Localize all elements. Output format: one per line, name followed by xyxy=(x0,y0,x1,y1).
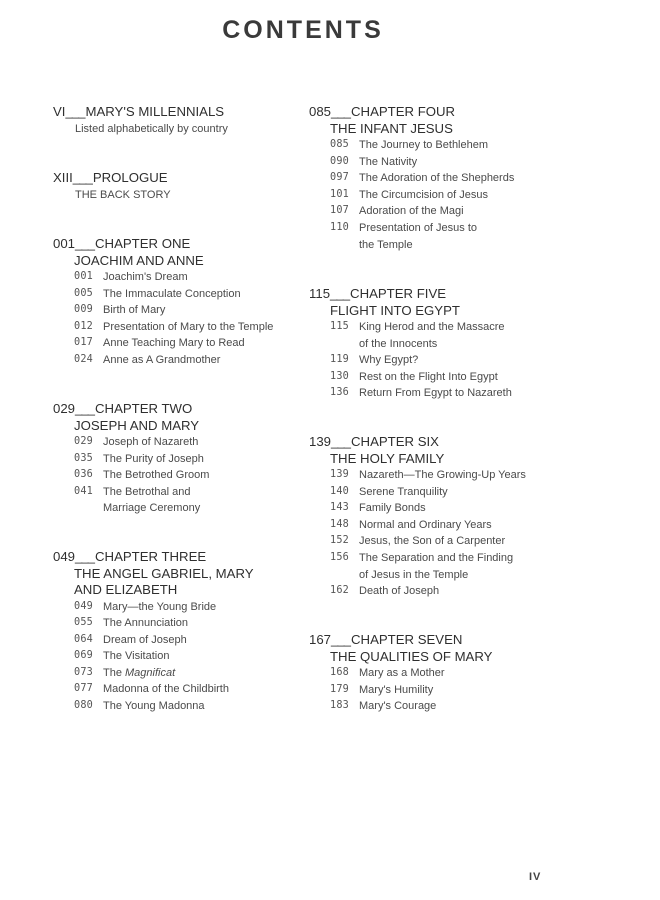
entry-title xyxy=(103,302,293,319)
section-title: CHAPTER FIVE xyxy=(350,286,447,301)
entry-title-text: Anne Teaching Mary to Read xyxy=(103,337,245,350)
section-number: VI ___ xyxy=(53,104,85,119)
toc-section xyxy=(53,401,293,517)
entry-title xyxy=(359,550,559,583)
entry-page-number: 029 xyxy=(74,436,94,447)
entry-title-text: Serene Tranquility xyxy=(359,485,448,498)
entry-title xyxy=(103,434,293,451)
toc-entry[interactable] xyxy=(330,467,559,484)
toc-entry[interactable] xyxy=(330,698,559,715)
entry-page-number: 012 xyxy=(74,320,94,332)
entry-list xyxy=(53,434,293,517)
section-heading xyxy=(309,286,559,303)
entry-title xyxy=(103,599,293,616)
entry-page-number: 119 xyxy=(330,354,350,366)
entry-title xyxy=(103,665,293,682)
entry-page-number: 140 xyxy=(330,485,350,497)
entry-title xyxy=(103,648,293,665)
section-number: 049 ___ xyxy=(53,549,95,564)
entry-title xyxy=(103,615,293,632)
section-title: CHAPTER FOUR xyxy=(351,104,456,119)
entry-title-text: Jesus, the Son of a Carpenter xyxy=(359,535,506,548)
chapter-subtitle: JOSEPH AND MARY xyxy=(74,417,200,433)
toc-entry[interactable] xyxy=(330,170,559,187)
section-number: 115 ___ xyxy=(309,286,350,301)
section-number: 139 ___ xyxy=(309,434,351,449)
entry-title xyxy=(103,698,293,715)
entry-page-number: 097 xyxy=(330,172,350,184)
entry-page-number: 024 xyxy=(74,353,94,365)
toc-entry[interactable] xyxy=(74,484,293,517)
entry-list xyxy=(309,319,559,402)
entry-title-text: Nazareth—The Growing-Up Years xyxy=(359,469,526,481)
section-title: CHAPTER THREE xyxy=(95,549,207,564)
entry-title-italic: Magnificat xyxy=(125,666,176,679)
section-note: Listed alphabetically by country xyxy=(75,122,228,135)
toc-entry[interactable] xyxy=(74,698,293,715)
entry-page-number: 009 xyxy=(74,304,94,316)
entry-title xyxy=(103,681,293,698)
entry-page-number: 110 xyxy=(330,221,350,233)
entry-page-number: 041 xyxy=(74,485,94,497)
section-number: 001 ___ xyxy=(53,236,95,251)
entry-page-number: 085 xyxy=(330,139,350,150)
toc-entry[interactable] xyxy=(74,665,293,682)
entry-page-number: 005 xyxy=(74,287,94,299)
entry-title xyxy=(103,269,293,286)
entry-list xyxy=(309,467,559,600)
section-title: PROLOGUE xyxy=(92,170,168,185)
entry-title xyxy=(103,286,293,303)
section-heading xyxy=(53,236,293,253)
entry-title xyxy=(359,319,559,352)
entry-list xyxy=(53,269,293,369)
entry-page-number: 073 xyxy=(74,666,94,678)
toc-entry[interactable] xyxy=(74,599,293,616)
entry-title-text: Joseph of Nazareth xyxy=(103,436,199,448)
toc-entry[interactable] xyxy=(330,187,559,204)
toc-entry[interactable] xyxy=(74,615,293,632)
entry-page-number: 156 xyxy=(330,551,350,563)
section-number: XIII ___ xyxy=(53,170,93,185)
toc-section xyxy=(53,104,293,137)
entry-title-text: Mary as a Mother xyxy=(359,667,445,679)
toc-entry[interactable] xyxy=(330,385,559,402)
entry-page-number: 001 xyxy=(74,271,94,282)
section-note: THE BACK STORY xyxy=(75,188,171,201)
toc-entry[interactable] xyxy=(74,286,293,303)
entry-title xyxy=(359,517,559,534)
entry-title-text: The Immaculate Conception xyxy=(103,287,241,300)
toc-section xyxy=(53,549,293,715)
toc-entry[interactable] xyxy=(74,467,293,484)
entry-title xyxy=(359,187,559,204)
entry-title-text: Return From Egypt to Nazareth xyxy=(359,387,512,400)
entry-title xyxy=(103,451,293,468)
entry-title xyxy=(359,467,559,484)
toc-entry[interactable] xyxy=(74,319,293,336)
toc-entry[interactable] xyxy=(74,352,293,369)
entry-title xyxy=(103,467,293,484)
entry-title xyxy=(359,385,559,402)
entry-page-number: 069 xyxy=(74,650,94,662)
entry-title-text: Presentation of Jesus to xyxy=(359,221,478,234)
entry-title-text: Mary's Courage xyxy=(359,700,437,713)
entry-page-number: 152 xyxy=(330,535,350,547)
toc-entry[interactable] xyxy=(74,434,293,451)
section-number: 029 ___ xyxy=(53,401,95,416)
toc-entry[interactable] xyxy=(330,352,559,369)
toc-section xyxy=(309,434,559,600)
entry-title-text: Dream of Joseph xyxy=(103,633,187,646)
entry-title xyxy=(359,682,559,699)
entry-page-number: 143 xyxy=(330,502,350,514)
toc-entry[interactable] xyxy=(330,550,559,583)
toc-entry[interactable] xyxy=(330,500,559,517)
entry-title-text: The Annunciation xyxy=(103,617,189,630)
entry-title-text: Family Bonds xyxy=(359,502,426,515)
entry-page-number: 115 xyxy=(330,321,350,332)
entry-page-number: 049 xyxy=(74,600,94,612)
section-title: CHAPTER ONE xyxy=(95,236,191,251)
entry-page-number: 107 xyxy=(330,205,350,217)
section-number: 085 ___ xyxy=(309,104,351,119)
entry-title xyxy=(359,170,559,187)
entry-title-continued: of Jesus in the Temple xyxy=(359,568,469,581)
entry-title-text: Death of Joseph xyxy=(359,585,440,598)
entry-title xyxy=(359,533,559,550)
entry-title-text: Joachim's Dream xyxy=(103,271,188,283)
entry-page-number: 101 xyxy=(330,188,350,200)
toc-entry[interactable] xyxy=(74,302,293,319)
chapter-subtitle: THE INFANT JESUS xyxy=(330,120,453,136)
entry-title-continued: of the Innocents xyxy=(359,337,438,350)
entry-title-text: King Herod and the Massacre xyxy=(359,321,505,333)
section-title: CHAPTER SEVEN xyxy=(351,632,463,647)
entry-title xyxy=(359,369,559,386)
entry-title-text: The Betrothed Groom xyxy=(103,469,210,482)
entry-title-text: The Separation and the Finding xyxy=(359,551,514,564)
entry-page-number: 162 xyxy=(330,585,350,597)
toc-entry[interactable] xyxy=(330,319,559,352)
entry-title-continued: Marriage Ceremony xyxy=(103,502,201,515)
entry-title-text: The Visitation xyxy=(103,650,170,663)
entry-page-number: 036 xyxy=(74,469,94,481)
entry-title xyxy=(103,352,293,369)
section-heading xyxy=(309,104,559,121)
toc-entry[interactable] xyxy=(330,533,559,550)
toc-entry[interactable] xyxy=(74,681,293,698)
entry-page-number: 055 xyxy=(74,617,94,629)
entry-list xyxy=(309,665,559,715)
entry-page-number: 168 xyxy=(330,667,350,678)
toc-entry[interactable] xyxy=(330,154,559,171)
toc-section xyxy=(309,632,559,715)
chapter-subtitle: THE QUALITIES OF MARY xyxy=(330,648,493,664)
toc-entry[interactable] xyxy=(330,220,559,253)
toc-entry[interactable] xyxy=(74,335,293,352)
toc-entry[interactable] xyxy=(330,369,559,386)
toc-entry[interactable] xyxy=(330,665,559,682)
entry-page-number: 183 xyxy=(330,700,350,712)
entry-title-text: The Purity of Joseph xyxy=(103,452,204,465)
entry-title-text: The Circumcision of Jesus xyxy=(359,188,488,201)
entry-title xyxy=(103,632,293,649)
toc-entry[interactable] xyxy=(330,682,559,699)
entry-title-continued: the Temple xyxy=(359,238,413,251)
entry-page-number: 077 xyxy=(74,683,94,695)
section-heading xyxy=(53,170,293,187)
chapter-subtitle-line2: AND ELIZABETH xyxy=(74,582,178,597)
toc-entry[interactable] xyxy=(74,648,293,665)
toc-section xyxy=(309,104,559,253)
toc-entry[interactable] xyxy=(330,203,559,220)
entry-title xyxy=(103,484,293,517)
entry-page-number: 136 xyxy=(330,387,350,399)
chapter-subtitle: JOACHIM AND ANNE xyxy=(74,252,204,268)
entry-page-number: 130 xyxy=(330,370,350,382)
entry-title-text: Madonna of the Childbirth xyxy=(103,683,229,696)
entry-title-text: The Journey to Bethlehem xyxy=(359,139,489,151)
chapter-subtitle: THE ANGEL GABRIEL, MARY xyxy=(74,565,254,581)
section-title: CHAPTER TWO xyxy=(95,401,193,416)
entry-title-text: Presentation of Mary to the Temple xyxy=(103,320,274,333)
entry-title-text: The Adoration of the Shepherds xyxy=(359,172,515,185)
entry-title xyxy=(359,665,559,682)
entry-title xyxy=(103,335,293,352)
entry-title xyxy=(359,154,559,171)
page-number: IV xyxy=(529,871,542,883)
entry-list xyxy=(53,599,293,715)
entry-page-number: 179 xyxy=(330,683,350,695)
toc-section xyxy=(309,286,559,402)
entry-title-text: Mary—the Young Bride xyxy=(103,600,217,613)
toc-entry[interactable] xyxy=(74,632,293,649)
entry-page-number: 017 xyxy=(74,337,94,349)
section-title: CHAPTER SIX xyxy=(351,434,439,449)
entry-title-text: Rest on the Flight Into Egypt xyxy=(359,370,498,383)
section-number: 167 ___ xyxy=(309,632,351,647)
chapter-subtitle: FLIGHT INTO EGYPT xyxy=(330,302,460,318)
toc-entry[interactable] xyxy=(74,451,293,468)
entry-title-text: The Nativity xyxy=(359,155,418,168)
entry-page-number: 080 xyxy=(74,700,94,712)
toc-entry[interactable] xyxy=(330,583,559,600)
section-title: MARY'S MILLENNIALS xyxy=(85,104,225,119)
entry-title xyxy=(359,583,559,600)
page-title: CONTENTS xyxy=(222,16,384,44)
entry-page-number: 139 xyxy=(330,469,350,480)
entry-title xyxy=(359,220,559,253)
section-heading xyxy=(53,401,293,418)
entry-title-text: Anne as A Grandmother xyxy=(103,353,221,366)
entry-title xyxy=(359,203,559,220)
toc-section xyxy=(53,236,293,369)
section-heading xyxy=(309,434,559,451)
entry-page-number: 148 xyxy=(330,518,350,530)
toc-entry[interactable] xyxy=(74,269,293,286)
entry-title-text: Normal and Ordinary Years xyxy=(359,518,492,531)
entry-title xyxy=(359,484,559,501)
toc-entry[interactable] xyxy=(330,517,559,534)
section-heading xyxy=(309,632,559,649)
entry-page-number: 035 xyxy=(74,452,94,464)
entry-list xyxy=(309,137,559,253)
entry-title-text: The Young Madonna xyxy=(103,700,205,713)
entry-title xyxy=(359,698,559,715)
entry-page-number: 090 xyxy=(330,155,350,167)
entry-title xyxy=(359,137,559,154)
entry-page-number: 064 xyxy=(74,633,94,645)
entry-title-text: Mary's Humility xyxy=(359,683,434,696)
entry-title-text: Why Egypt? xyxy=(359,354,419,367)
toc-section xyxy=(53,170,293,203)
section-heading xyxy=(53,104,293,121)
section-heading xyxy=(53,549,293,566)
entry-title xyxy=(103,319,293,336)
chapter-subtitle: THE HOLY FAMILY xyxy=(330,450,445,466)
entry-title xyxy=(359,352,559,369)
toc-entry[interactable] xyxy=(330,137,559,154)
entry-title-text: The xyxy=(103,666,126,679)
entry-title xyxy=(359,500,559,517)
entry-title-text: The Betrothal and xyxy=(103,485,191,498)
entry-title-text: Adoration of the Magi xyxy=(359,205,464,218)
toc-entry[interactable] xyxy=(330,484,559,501)
entry-title-text: Birth of Mary xyxy=(103,304,166,317)
